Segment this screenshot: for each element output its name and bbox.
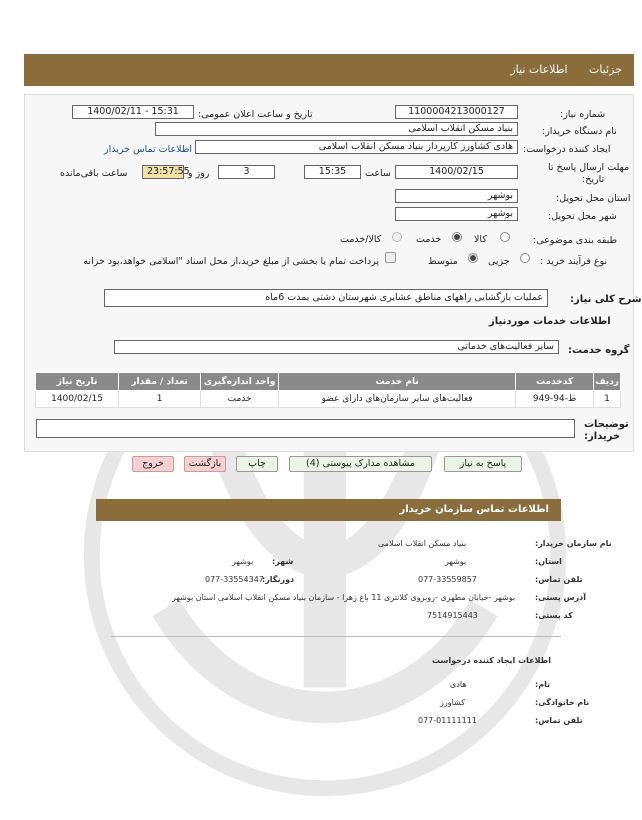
announce-date-label: تاریخ و ساعت اعلان عمومی: — [198, 109, 313, 120]
creator-last-name: کشاورز — [440, 698, 465, 707]
category-goods-service-radio[interactable] — [392, 232, 402, 242]
table-row — [36, 391, 621, 408]
cell-service-name: فعالیت‌های سایر سازمان‌های دارای عضو — [279, 391, 516, 408]
device-name-field: بنیاد مسکن انقلاب اسلامی — [155, 122, 518, 136]
payment-note-treasury: خزانه — [83, 256, 105, 267]
process-medium-label: متوسط — [428, 256, 458, 267]
col-quantity: تعداد / مقدار — [119, 373, 201, 391]
services-table — [35, 372, 621, 408]
device-name-label: نام دستگاه خریدار: — [542, 126, 617, 137]
contact-city: بوشهر — [232, 557, 254, 566]
process-minor-radio[interactable] — [520, 253, 530, 263]
contact-province-label: استان: — [535, 557, 562, 566]
city-field: بوشهر — [395, 207, 518, 221]
attachments-button[interactable]: مشاهده مدارک پیوستی (4) — [289, 456, 432, 472]
section-divider — [111, 636, 561, 637]
buyer-notes-label-2: خریدار: — [584, 431, 621, 442]
deadline-time-field: 15:35 — [304, 165, 361, 179]
creator-first-name: هادی — [450, 680, 467, 689]
cell-service-code: ط-94-949 — [516, 391, 594, 408]
details-link[interactable]: جزئیات — [589, 63, 622, 76]
deadline-date-field: 1400/02/15 — [395, 165, 518, 179]
remaining-time-field: 23:57:55 — [142, 165, 184, 179]
category-goods-radio[interactable] — [500, 232, 510, 242]
payment-note — [57, 256, 379, 267]
col-need-date: تاریخ نیاز — [36, 373, 119, 391]
contact-info-header: اطلاعات تماس سازمان خریدار — [96, 499, 561, 521]
contact-buyer-name-label: نام سازمان خریدار: — [535, 539, 612, 548]
category-goods-service-label: کالا/خدمت — [340, 234, 382, 245]
remaining-label: ساعت باقی‌مانده — [60, 168, 128, 179]
cell-need-date: 1400/02/15 — [36, 391, 119, 408]
process-type-label: نوع فرآیند خرید : — [540, 256, 608, 267]
buyer-notes-field — [36, 419, 575, 438]
deadline-label: مهلت ارسال پاسخ تا — [548, 162, 630, 173]
days-label: روز و — [188, 168, 210, 179]
reply-button[interactable]: پاسخ به نیاز — [444, 456, 522, 472]
service-group-label: گروه خدمت: — [568, 345, 630, 356]
general-desc-field: عملیات بازگشایی راههای مناطق عشایری شهرستان دشتی بمدت 6ماه — [104, 289, 548, 307]
cell-row: 1 — [594, 391, 621, 408]
payment-checkbox[interactable] — [385, 252, 396, 263]
top-nav-bar — [24, 54, 634, 86]
contact-address-label: آدرس پستی: — [535, 593, 586, 602]
deadline-time-label: ساعت — [365, 168, 391, 179]
exit-button[interactable]: خروج — [132, 456, 174, 472]
province-field: بوشهر — [395, 189, 518, 203]
buyer-contact-link[interactable]: اطلاعات تماس خریدار — [104, 144, 193, 155]
contact-buyer-name: بنیاد مسکن انقلاب اسلامی — [378, 539, 467, 548]
contact-city-label: شهر: — [272, 557, 294, 566]
payment-note-text: پرداخت تمام یا بخشی از مبلغ خرید،از محل اسناد "اسلامی خواهد،بود — [107, 256, 379, 267]
creator-label: ایجاد کننده درخواست: — [523, 144, 611, 155]
services-title: اطلاعات خدمات موردنیاز — [489, 316, 611, 327]
service-group-field: سایر فعالیت‌های خدماتی — [114, 340, 559, 354]
col-row: ردیف — [594, 373, 621, 391]
creator-last-name-label: نام خانوادگی: — [535, 698, 590, 707]
process-medium-radio[interactable] — [468, 253, 478, 263]
need-info-link[interactable]: اطلاعات نیاز — [510, 63, 568, 76]
deadline-label-2: تاریخ: — [582, 174, 605, 185]
creator-phone-label: تلفن تماس: — [535, 716, 583, 725]
contact-address: بوشهر -خیابان مطهری -روبروی کلانتری 11 باغ زهرا - سازمان بنیاد مسکن انقلاب اسلامی استان بوشهر — [172, 593, 516, 602]
province-label: استان محل تحویل: — [556, 193, 631, 204]
col-unit: واحد اندازه‌گیری — [201, 373, 279, 391]
creator-field: هادی کشاورز کارپرداز بنیاد مسکن انقلاب اسلامی — [195, 140, 518, 154]
back-button[interactable]: بازگشت — [184, 456, 226, 472]
creator-info-title: اطلاعات ایجاد کننده درخواست — [432, 656, 551, 665]
contact-fax: 077-33554347 — [205, 575, 264, 584]
table-header-row — [36, 373, 621, 391]
cell-quantity: 1 — [119, 391, 201, 408]
col-service-name: نام خدمت — [279, 373, 516, 391]
process-minor-label: جزیی — [488, 256, 510, 267]
category-label: طبقه بندی موضوعی: — [533, 235, 618, 246]
category-service-radio[interactable] — [452, 232, 462, 242]
announce-date-field: 1400/02/11 - 15:31 — [72, 105, 194, 119]
contact-phone-label: تلفن تماس: — [535, 575, 583, 584]
days-count-field: 3 — [218, 165, 275, 179]
creator-phone: 077-01111111 — [418, 716, 477, 725]
need-number-field: 1100004213000127 — [395, 105, 518, 119]
contact-phone: 077-33559857 — [418, 575, 477, 584]
category-goods-label: کالا — [474, 234, 487, 245]
city-label: شهر محل تحویل: — [548, 211, 617, 222]
need-number-label: شماره نیاز: — [560, 109, 606, 120]
contact-postal: 7514915443 — [427, 611, 478, 620]
category-service-label: خدمت — [416, 234, 442, 245]
cell-unit: خدمت — [201, 391, 279, 408]
buyer-notes-label: توضیحات — [584, 419, 629, 430]
general-desc-label: شرح کلی نیاز: — [570, 294, 642, 305]
contact-province: بوشهر — [445, 557, 467, 566]
col-service-code: کدخدمت — [516, 373, 594, 391]
contact-postal-label: کد پستی: — [535, 611, 573, 620]
contact-fax-label: دورنگار: — [262, 575, 295, 584]
creator-first-name-label: نام: — [535, 680, 551, 689]
print-button[interactable]: چاپ — [236, 456, 278, 472]
